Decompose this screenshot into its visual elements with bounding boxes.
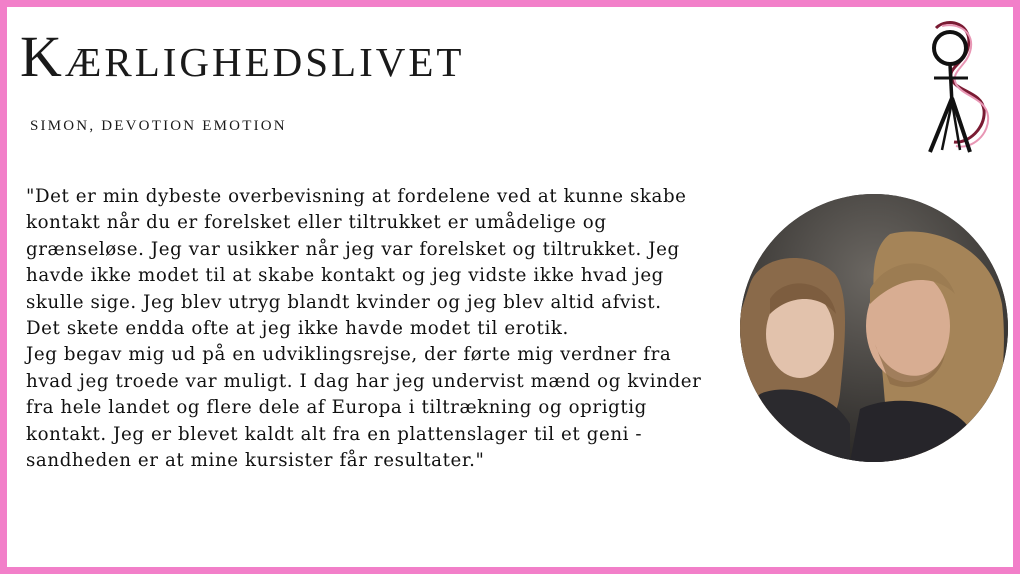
quote-line: "Det er min dybeste overbevisning at fordelene ved at kunne skabe xyxy=(26,186,687,207)
quote-line: sandheden er at mine kursister får resultater." xyxy=(26,450,485,472)
quote-line: Jeg begav mig ud på en udviklingsrejse, der førte mig verdner fra xyxy=(26,344,672,366)
testimonial-quote xyxy=(26,184,766,474)
quote-line: fra hele landet og flere dele af Europa i tiltrækning og oprigtig xyxy=(26,397,647,419)
author-subtitle: SIMON, DEVOTION EMOTION xyxy=(30,118,287,134)
quote-line: havde ikke modet til at skabe kontakt og jeg vidste ikke hvad jeg xyxy=(26,265,664,287)
quote-line: Det skete endda ofte at jeg ikke havde modet til erotik. xyxy=(26,318,569,340)
quote-line: hvad jeg troede var muligt. I dag har jeg undervist mænd og kvinder xyxy=(26,370,702,392)
quote-line: kontakt. Jeg er blevet kaldt alt fra en plattenslager til et geni - xyxy=(26,423,643,445)
couple-portrait-photo-icon xyxy=(740,194,1008,462)
quote-line: kontakt når du er forelsket eller tiltrukket er umådelige og xyxy=(26,212,607,234)
quote-line: skulle sige. Jeg blev utryg blandt kvinder og jeg blev altid afvist. xyxy=(26,291,662,313)
quote-line: grænseløse. Jeg var usikker når jeg var forelsket og tiltrukket. Jeg xyxy=(26,238,680,260)
page-title: Kærlighedslivet xyxy=(20,24,465,89)
stick-figure-logo-icon xyxy=(912,18,992,158)
